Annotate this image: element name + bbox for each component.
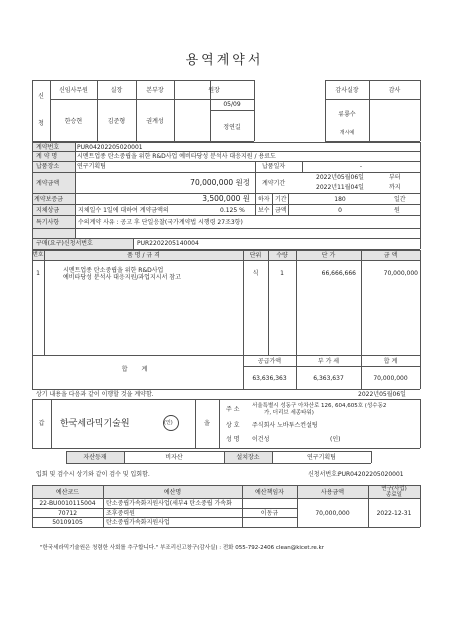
representative-label: 성 명 <box>226 436 240 443</box>
items-header-qty: 수량 <box>276 252 288 259</box>
delivery-date-label: 납품일자 <box>262 163 286 170</box>
install-place-value: 연구기획팀 <box>307 454 336 461</box>
item-unit: 식 <box>252 270 259 277</box>
gap-name: 한국세라믹기술원 <box>60 419 130 429</box>
install-place-label: 설치장소 <box>236 454 260 461</box>
items-header-no: 번호 <box>32 252 44 258</box>
items-header-name: 품 명 / 규 격 <box>127 252 160 259</box>
repair-amount-value: 0 <box>338 207 342 214</box>
period-label: 계약기간 <box>262 180 286 187</box>
period-end: 2022년11월04일 <box>316 184 364 191</box>
contract-name-label: 계 약 명 <box>36 153 58 160</box>
approval-signer-staff: 한승현 <box>64 118 83 125</box>
totals-header-vat: 부 가 세 <box>317 358 340 365</box>
approval-header-director: 본부장 <box>146 87 164 94</box>
budget-name: 탄소중립가속화지원사업(세부4 탄소중립 가속화 <box>106 500 232 507</box>
item-name-line1: 시멘트업종 탄소중립을 위한 R&D사업 <box>63 267 164 274</box>
contract-no-value: PUR04202205020001 <box>77 144 143 151</box>
amount-label: 계약금액 <box>36 180 60 187</box>
approval-header-chief: 실장 <box>110 87 123 94</box>
asset-value: 비자산 <box>165 454 183 461</box>
item-no: 1 <box>36 270 40 277</box>
company-label: 상 호 <box>226 422 240 429</box>
budget-code: 50109105 <box>52 519 83 526</box>
totals-header-supply: 공급가액 <box>257 358 282 365</box>
period-start: 2022년05월06일 <box>316 174 364 181</box>
deposit-label: 계약보증금 <box>34 196 63 203</box>
budget-header-end: 연구(사업) 종료일 <box>381 486 407 498</box>
item-amount: 70,000,000 <box>383 270 418 277</box>
approval-signer-chief: 김준형 <box>107 118 126 125</box>
budget-header-amount: 사용금액 <box>320 489 345 496</box>
eul-label: 을 <box>204 420 210 427</box>
request-no-value: PUR2202205140004 <box>137 240 199 247</box>
approval-signer-president: 정연길 <box>223 124 241 131</box>
footer-notice: "한국세라믹기술원은 청렴한 사회를 추구합니다." 부조리신고창구(감사실) : 전화 055-792-2406 clean@kicet.re.kr <box>40 545 324 551</box>
deposit-value: 3,500,000 원 <box>202 194 250 203</box>
approval-header-staff: 신임사무원 <box>59 87 88 94</box>
address-label: 주 소 <box>226 406 240 413</box>
amount-value: 70,000,000 원정 <box>190 178 250 187</box>
item-price: 66,666,666 <box>321 270 356 277</box>
item-name-line2: 예비타당성 분석사 대응지원/과업지시서 참고 <box>63 274 181 281</box>
delivery-place-label: 납품장소 <box>36 163 60 170</box>
approval-signer-director: 권계성 <box>146 118 164 125</box>
inspection-text: 입회 및 검수시 상기와 같이 검수 및 입회함. <box>36 471 150 478</box>
budget-header-name: 예산명 <box>163 489 182 496</box>
approval-date: 05/09 <box>223 101 241 108</box>
budget-header-owner: 예산책임자 <box>255 489 284 496</box>
asset-label: 자산등재 <box>83 454 107 461</box>
approval-side-top: 신 <box>38 93 44 100</box>
repair-amount-unit: 원 <box>394 207 400 214</box>
inspection-no-value: PUR04202205020001 <box>338 471 404 478</box>
gap-label: 갑 <box>38 420 45 427</box>
audit-header-chief: 감사실장 <box>335 87 359 94</box>
totals-vat-value: 6,363,637 <box>313 375 344 382</box>
delivery-date-value: - <box>359 163 363 170</box>
totals-header-total: 합 계 <box>383 358 398 365</box>
repair-label: 보수 <box>258 207 270 214</box>
gap-seal: (인) <box>164 420 173 426</box>
agreement-text: 상기 내용을 다음과 같이 이행할 것을 계약함. <box>36 391 154 398</box>
items-header-price: 단 가 <box>321 252 336 259</box>
budget-end-date: 2022-12-31 <box>376 510 412 517</box>
defect-label: 하자 <box>258 196 270 203</box>
budget-code: 70712 <box>57 510 78 517</box>
contract-name-value: 시멘트업종 탄소중립을 위한 R&D사업 예비타당성 분석사 대응지원 / 용료도 <box>77 153 276 160</box>
period-start-suffix: 부터 <box>389 174 401 181</box>
defect-period-unit: 일간 <box>394 196 406 203</box>
address-line1: 서울특별시 성동구 아차산로 126, 604,605호 (성수동2 <box>252 403 387 409</box>
address-line2: 가, 더리브 세종타워) <box>264 410 314 416</box>
totals-supply-value: 63,636,363 <box>252 375 287 382</box>
representative-seal: (인) <box>330 436 341 443</box>
special-value: 수의계약 사유 : 공고 후 단일응찰(국가계약법 시행령 27조3항) <box>78 219 243 226</box>
approval-header-president: 원장 <box>208 87 220 94</box>
period-end-suffix: 까지 <box>389 184 401 191</box>
budget-name: 탄소중립가속화지원사업 <box>106 519 170 526</box>
budget-amount: 70,000,000 <box>315 510 350 517</box>
late-label: 지체상금 <box>36 207 60 214</box>
document-title: 용역계약서 <box>185 53 264 68</box>
contract-no-label: 계약번호 <box>36 144 60 151</box>
budget-owner: 이동규 <box>260 510 279 517</box>
repair-amount-label: 금액 <box>275 207 287 214</box>
defect-period-value: 180 <box>334 196 346 203</box>
audit-note: 개시예 <box>339 130 355 136</box>
late-value: 지체일수 1일에 대하여 계약금액의 <box>78 207 169 214</box>
totals-label: 합 계 <box>121 366 154 373</box>
agreement-date: 2022년05월06일 <box>358 391 406 398</box>
late-rate: 0.125 % <box>220 207 245 214</box>
budget-code: 22-BU0010115004 <box>39 500 96 507</box>
defect-period-label: 기간 <box>275 196 287 203</box>
item-qty: 1 <box>280 270 284 277</box>
items-header-amount: 금 액 <box>383 252 398 259</box>
audit-signer: 류룡수 <box>338 111 356 118</box>
totals-total-value: 70,000,000 <box>373 375 408 382</box>
inspection-no-label: 신청서번호: <box>308 471 340 478</box>
items-header-unit: 단위 <box>249 252 262 259</box>
approval-side-bottom: 청 <box>38 120 44 127</box>
delivery-place-value: 연구기획팀 <box>77 163 106 170</box>
budget-name: 조후중력원 <box>106 510 135 517</box>
budget-header-code: 예산코드 <box>55 489 80 496</box>
company-value: 주식회사 노바투스컨설팅 <box>252 422 318 429</box>
audit-header-auditor: 감사 <box>388 87 401 94</box>
representative-value: 이건성 <box>252 436 270 443</box>
special-label: 특기사항 <box>36 219 60 226</box>
request-no-label: 구매(요구)신청서번호 <box>36 240 93 247</box>
